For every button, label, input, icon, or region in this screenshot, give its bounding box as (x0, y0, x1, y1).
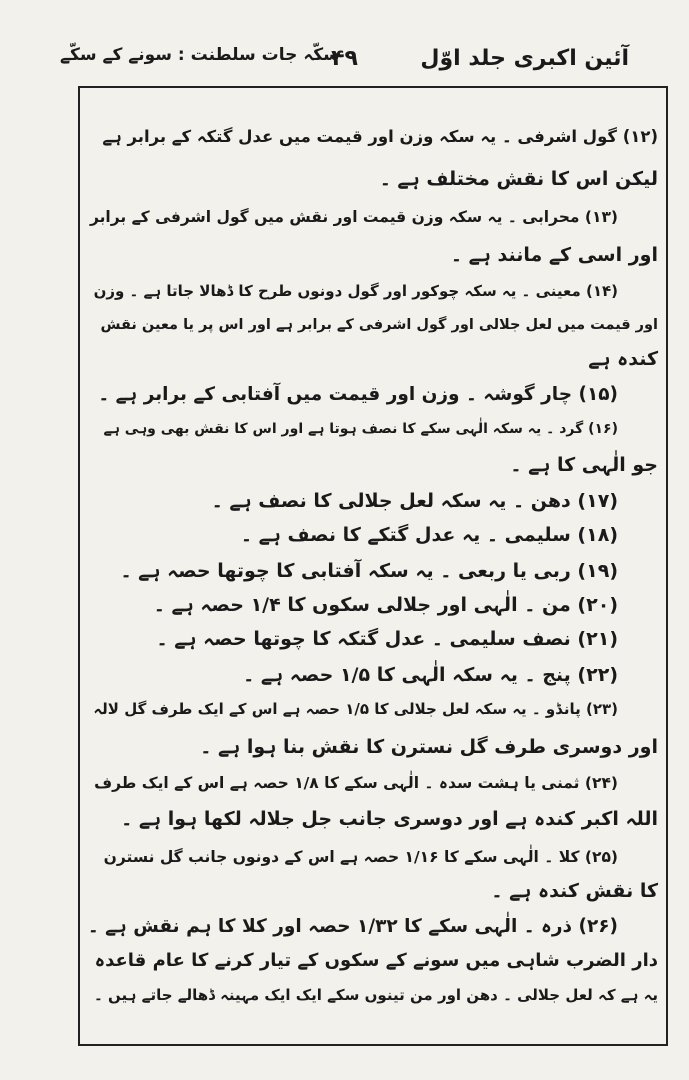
text-line: اور قیمت میں لعل جلالی اور گول اشرفی کے برابر ہے اور اس پر یا معین نقش (100, 317, 658, 333)
text-line: (۱۳) محرابی ۔ یہ سکہ وزن قیمت اور نقش میں گول اشرفی کے برابر (89, 208, 618, 226)
text-line: (۲۴) ثمنی یا ہشت سدہ ۔ الٰہی سکے کا ۱/۸ حصہ ہے اس کے ایک طرف (94, 774, 618, 792)
text-line: (۱۸) سلیمی ۔ یہ عدل گتکے کا نصف ہے ۔ (240, 524, 618, 546)
text-line: (۲۰) من ۔ الٰہی اور جلالی سکوں کا ۱/۴ حصہ ہے ۔ (153, 594, 618, 616)
text-line: (۲۲) پنج ۔ یہ سکہ الٰہی کا ۱/۵ حصہ ہے ۔ (243, 664, 618, 686)
text-line: کا نقش کندہ ہے ۔ (491, 880, 658, 902)
text-line: جو الٰہی کا ہے ۔ (510, 454, 658, 476)
book-title: آئین اکبری جلد اوّل (420, 46, 629, 71)
text-line: دار الضرب شاہی میں سونے کے سکوں کے تیار کرنے کا عام قاعدہ (94, 950, 658, 971)
text-line: اور اسی کے مانند ہے ۔ (450, 244, 658, 266)
text-line: (۲۶) ذرہ ۔ الٰہی سکے کا ۱/۳۲ حصہ اور کلا کا ہم نقش ہے ۔ (87, 916, 618, 937)
text-line: (۱۲) گول اشرفی ۔ یہ سکہ وزن اور قیمت میں عدل گتکہ کے برابر ہے (102, 127, 658, 146)
page-body-text (88, 100, 658, 1035)
text-line: اور دوسری طرف گل نسترن کا نقش بنا ہوا ہے ۔ (200, 736, 658, 758)
text-line: (۱۹) ربی یا ربعی ۔ یہ سکہ آفتابی کا چوتھا حصہ ہے ۔ (120, 560, 618, 582)
text-line: یہ ہے کہ لعل جلالی ۔ دھن اور من تینوں سکے ایک ایک مہینہ ڈھالے جاتے ہیں ۔ (94, 986, 658, 1004)
page-number: ۴۹ (331, 46, 358, 71)
text-line: (۲۱) نصف سلیمی ۔ عدل گتکہ کا چوتھا حصہ ہے ۔ (156, 628, 618, 650)
text-line: (۱۴) معینی ۔ یہ سکہ چوکور اور گول دونوں طرح کا ڈھالا جاتا ہے ۔ وزن (93, 282, 618, 300)
text-line: لیکن اس کا نقش مختلف ہے ۔ (379, 168, 658, 190)
section-title: سکّہ جات سلطنت : سونے کے سکّے (60, 45, 340, 65)
text-line: (۲۳) پانڈو ۔ یہ سکہ لعل جلالی کا ۱/۵ حصہ ہے اس کے ایک طرف گل لالہ (93, 700, 618, 718)
text-line: (۱۷) دھن ۔ یہ سکہ لعل جلالی کا نصف ہے ۔ (211, 490, 618, 512)
page-header (20, 40, 669, 86)
text-line: (۱۵) چار گوشہ ۔ وزن اور قیمت میں آفتابی کے برابر ہے ۔ (98, 384, 618, 405)
text-line: (۱۶) گرد ۔ یہ سکہ الٰہی سکے کا نصف ہوتا ہے اور اس کا نقش بھی وہی ہے (103, 421, 618, 437)
text-line: (۲۵) کلا ۔ الٰہی سکے کا ۱/۱۶ حصہ ہے اس کے دونوں جانب گل نسترن (103, 848, 618, 866)
text-line: اللہ اکبر کندہ ہے اور دوسری جانب جل جلالہ لکھا ہوا ہے ۔ (121, 808, 658, 830)
text-line: کندہ ہے (588, 348, 658, 370)
